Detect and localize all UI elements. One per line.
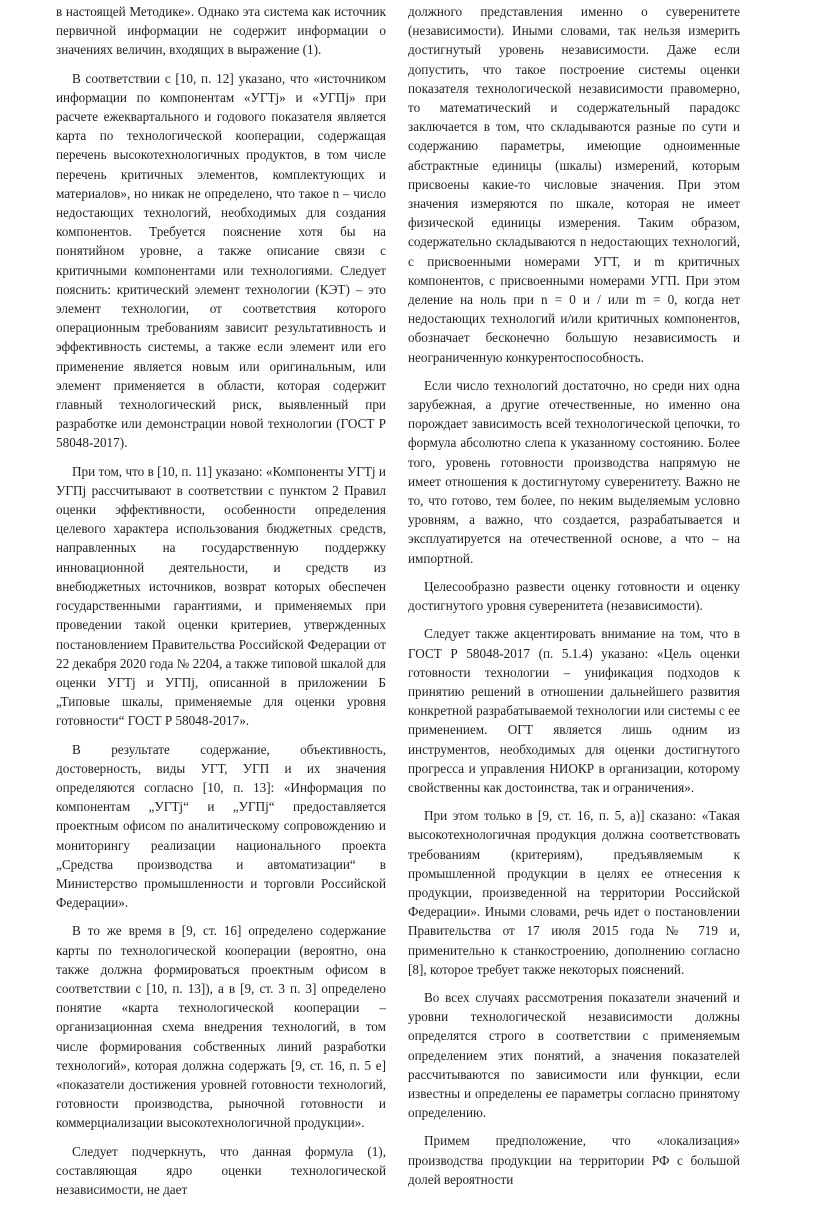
para-foreign-tech: Если число технологий достаточно, но среди них одна зарубежная, а другие отечественные, но именно она порождает зависимость всей технологической цепочки, то формула абсолютно слепа к указанному состоянию. Более того, уровень готовности производства напрямую не имеет отношения к достигнутому суверенитету. Важно не то, что готово, тем более, по неким выделяемым условно уровням, а важно, что создается, разрабатывается и эксплуатируется на отечественной основе, а что – на импортной. — [408, 377, 740, 566]
left-column — [56, 2, 386, 1208]
para-separate-assessment: Целесообразно развести оценку готовности и оценку достигнутого уровня суверенитета (независимости). — [408, 578, 740, 614]
right-column — [408, 2, 740, 1198]
para-ogt-goal: Следует также акцентировать внимание на том, что в ГОСТ Р 58048-2017 (п. 5.1.4) указано: «Цель оценки готовности технологии – унификация подходов к принятию решений в отношении дальнейшего развития конкретной разрабатываемой технологии или системы с ее применением. ОГТ является лишь одним из инструментов, необходимых для оценки достигнутого прогресса и управления НИОКР в организации, которому свойственны как достоинства, так и ограничения». — [408, 626, 740, 795]
para-project-office: В результате содержание, объективность, достоверность, виды УГТ, УГП и их значения определяются согласно [10, п. 13]: «Информация по компонентам „УГТj“ и „УГПj“ предоставляется проектным офисом по аналитическому сопровождению и мониторингу реализации национального проекта „Средства производства и автоматизации“ в Министерство промышленности и торговли Российской Федерации». — [56, 741, 386, 911]
para-cont-sovereignty: должного представления именно о суверенитете (независимости). Иными словами, так нельзя измерить достигнутый уровень независимости. Даже если допустить, что такое построение системы оценки показателя технологической независимости правомерно, то математический и содержательный парадокс заключается в том, что складываются разные по сути и содержанию параметры, имеющие одноименные абстрактные единицы (шкалы) измерений, которым присвоены какие-то числовые значения. При этом значения измеряются по шкале, которая не имеет физической единицы измерения. Таким образом, содержательно складываются n недостающих технологий, с присвоенными номерами УГТ, и m критичных компонентов, с присвоенными номерами УГП. При этом деление на ноль при n = 0 и / или m = 0, когда нет недостающих технологий и/или критичных компонентов, обозначает бесконечно большую независимость и неограниченную конкурентоспособность. — [408, 4, 740, 365]
para-formula-note: Следует подчеркнуть, что данная формула (1), составляющая ядро оценки технологической независимости, не дает — [56, 1143, 386, 1197]
para-cooperation-map: В то же время в [9, ст. 16] определено содержание карты по технологической кооперации (вероятно, она также должна формироваться проектным офисом в соответствии с [10, п. 13]), а в [9, ст. 3 п. 3] определено понятие «карта технологической кооперации – организационная схема внедрения технологий, в том числе формирования собственных линий разработки технологий», которая должна содержать [9, ст. 16, п. 5 е] «показатели достижения уровней готовности технологий, готовности производства, рыночной готовности и коммерциализации высокотехнологичной продукции». — [56, 923, 386, 1131]
para-high-tech-products: При этом только в [9, ст. 16, п. 5, а)] сказано: «Такая высокотехнологичная продукция должна соответствовать требованиям (критериям), предъявляемым к промышленной продукции в целях ее отнесения к продукции, произведенной на территории Российской Федерации». Иными словами, речь идет о постановлении Правительства от 17 июля 2015 года № 719 и, применительно к станкостроению, дополнению согласно [8], которое требует также некоторых пояснений. — [408, 808, 740, 977]
para-all-cases: Во всех случаях рассмотрения показатели значений и уровни технологической независимости должны определятся строго в соответствии с применяемым определением этих понятий, а значения показателей рассчитываются по зависимости или функции, если известны и определены ее параметры согласно принятому определению. — [408, 989, 740, 1121]
para-ugt-sources: В соответствии с [10, п. 12] указано, что «источником информации по компонентам «УГТj» и «УГПj» при расчете ежеквартального и годового показателя является карта по технологической кооперации, содержащая перечень высокотехнологичных продуктов, в том числе перечень критичных элементов, комплектующих и материалов», но никак не определено, что такое n – число недостающих технологий, необходимых для создания компонентов. Требуется пояснение хотя бы на понятийном уровне, а также описание связи с критичными компонентами или технологиями. Следует пояснить: критический элемент технологии (КЭТ) – это элемент технологии, от соответствия которого операционным требованиям зависит результативность и эффективность системы, а также если элемент или его применение является новым или оригинальным, или элемент применяется в области, которая содержит главный технологический риск, выявленный при разработке или демонстрации новой технологии (ГОСТ Р 58048-2017). — [56, 70, 386, 451]
para-components-rules: При том, что в [10, п. 11] указано: «Компоненты УГТj и УГПj рассчитывают в соответствии с пунктом 2 Правил оценки эффективности, особенности определения целевого характера использования бюджетных средств, направленных на государственную поддержку инновационной деятельности, и средств из внебюджетных источников, возврат которых обеспечен государственными гарантиями, и применяемых при проведении такой оценки критериев, утвержденных постановлением Правительства Российской Федерации от 22 декабря 2020 года № 2204, а также типовой шкалой для оценки УГТj и УГПj, описанной в приложении Б „Типовые шкалы, применяемые для оценки уровня готовности“ ГОСТ Р 58048-2017». — [56, 463, 386, 729]
para-cont-methodology: в настоящей Методике». Однако эта система как источник первичной информации не содержит информации о значениях величин, входящих в выражение (1). — [56, 4, 386, 58]
para-localization: Примем предположение, что «локализация» производства продукции на территории РФ с большой долей вероятности — [408, 1133, 740, 1187]
